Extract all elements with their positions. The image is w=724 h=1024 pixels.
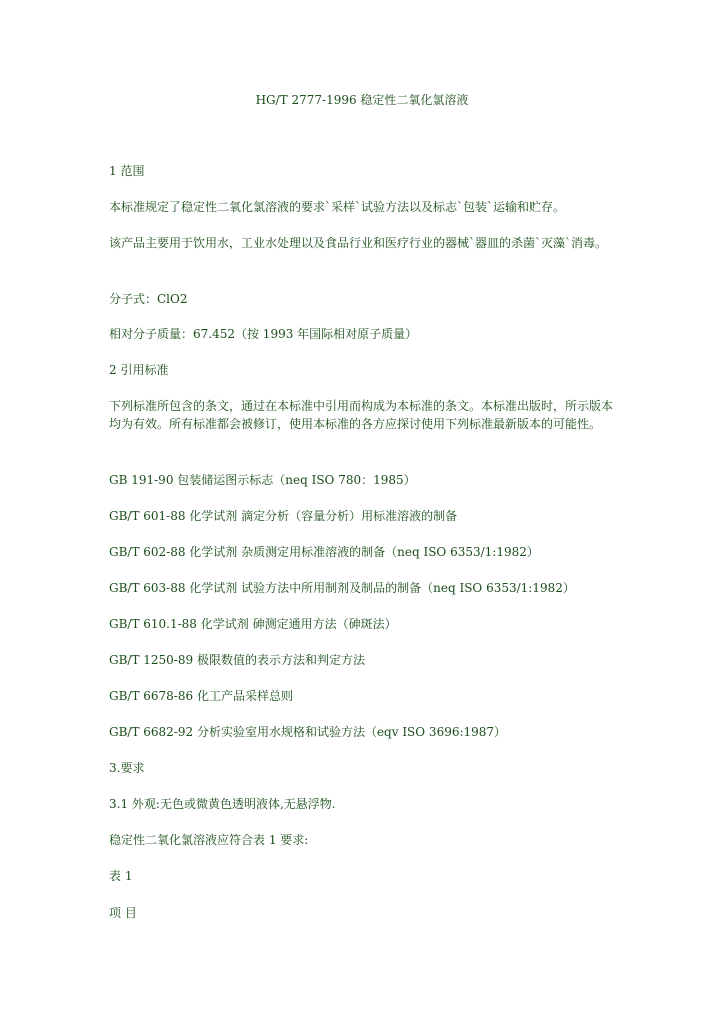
section-3-heading: 3.要求 [109, 761, 145, 775]
section-1-heading: 1 范围 [109, 164, 145, 178]
table-caption: 表 1 [109, 869, 133, 883]
molecular-mass: 相对分子质量：67.452（按 1993 年国际相对原子质量） [109, 327, 418, 341]
reference-item: GB/T 6678-86 化工产品采样总则 [109, 689, 293, 703]
molecular-formula: 分子式：ClO2 [109, 292, 188, 306]
scope-paragraph: 本标准规定了稳定性二氧化氯溶液的要求`采样`试验方法以及标志`包装`运输和贮存。 [109, 200, 566, 214]
reference-item: GB/T 602-88 化学试剂 杂质测定用标准溶液的制备（neq ISO 6353/1:1982） [109, 545, 539, 559]
usage-paragraph: 该产品主要用于饮用水，工业水处理以及食品行业和医疗行业的器械`器皿的杀菌`灭藻`消毒。 [109, 236, 608, 250]
reference-item: GB/T 1250-89 极限数值的表示方法和判定方法 [109, 653, 365, 667]
appearance-requirement: 3.1 外观:无色或微黄色透明液体,无悬浮物. [109, 797, 336, 811]
reference-item: GB/T 610.1-88 化学试剂 砷测定通用方法（砷斑法） [109, 617, 397, 631]
reference-item: GB/T 601-88 化学试剂 滴定分析（容量分析）用标准溶液的制备 [109, 509, 458, 523]
table-column-header: 项 目 [109, 906, 137, 920]
document-title: HG/T 2777-1996 稳定性二氧化氯溶液 [255, 93, 469, 107]
table-reference: 稳定性二氧化氯溶液应符合表 1 要求: [109, 833, 309, 847]
reference-item: GB/T 603-88 化学试剂 试验方法中所用制剂及制品的制备（neq ISO 6353/1:1982） [109, 581, 575, 595]
reference-item: GB/T 6682-92 分析实验室用水规格和试验方法（eqv ISO 3696:1987） [109, 725, 507, 739]
section-2-heading: 2 引用标准 [109, 363, 169, 377]
references-intro: 下列标准所包含的条文，通过在本标准中引用而构成为本标准的条文。本标准出版时，所示版本均为有效。所有标准都会被修订，使用本标准的各方应探讨使用下列标准最新版本的可能性。 [109, 399, 614, 431]
reference-item: GB 191-90 包装储运图示标志（neq ISO 780：1985） [109, 473, 416, 487]
